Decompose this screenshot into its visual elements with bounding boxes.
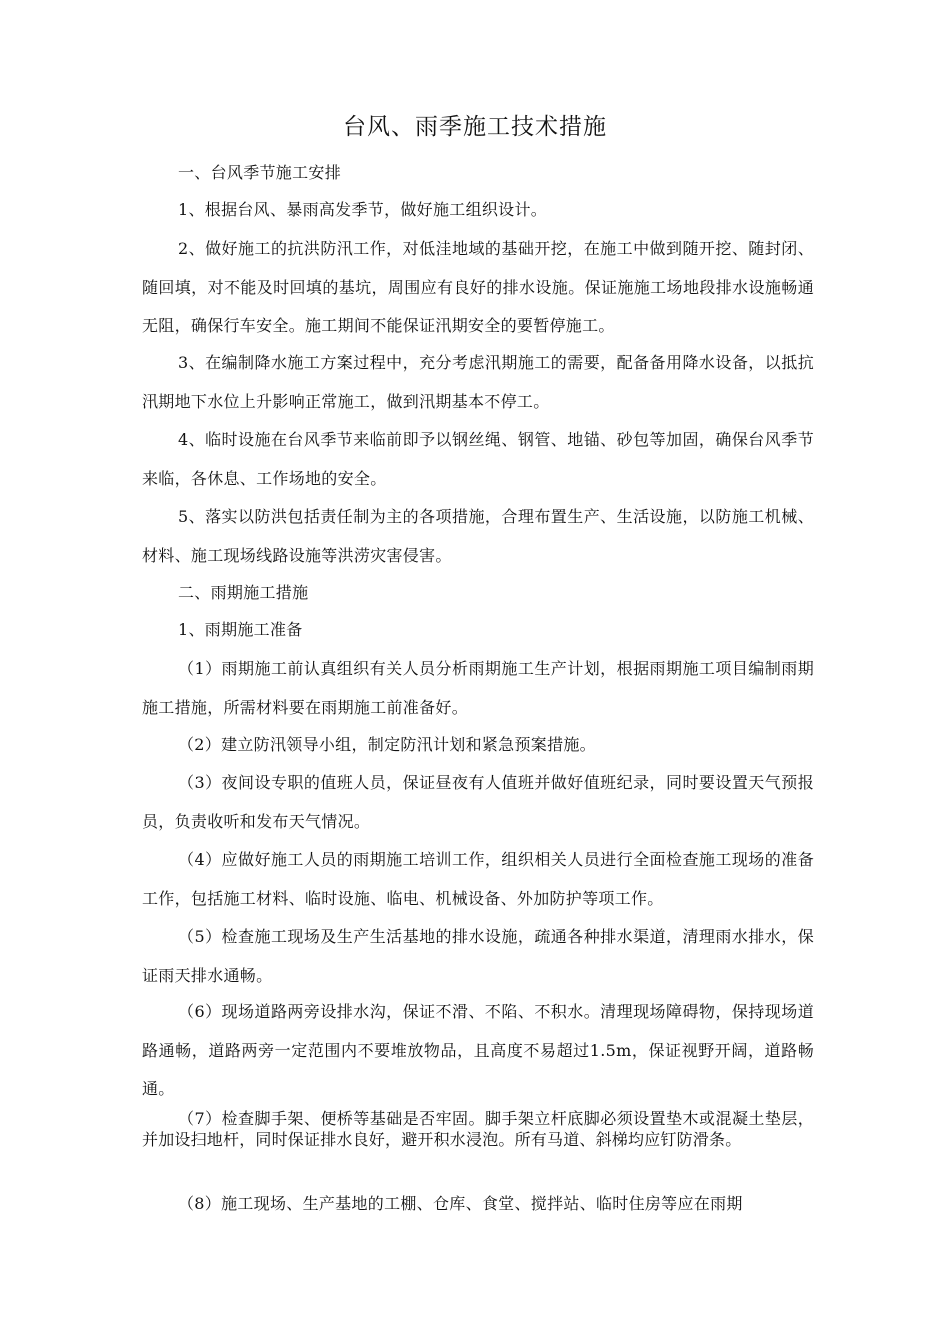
- paragraph-rainy-4: （4）应做好施工人员的雨期施工培训工作，组织相关人员进行全面检查施工现场的准备工作，包括施工材料、临时设施、临电、机械设备、外加防护等项工作。: [142, 850, 814, 908]
- paragraph-typhoon-2: 2、做好施工的抗洪防汛工作，对低洼地域的基础开挖，在施工中做到随开挖、随封闭、随回填，对不能及时回填的基坑，周围应有良好的排水设施。保证施施工场地段排水设施畅通无阻，确保行车安全。施工期间不能保证汛期安全的要暂停施工。: [142, 239, 814, 335]
- paragraph-typhoon-3: 3、在编制降水施工方案过程中，充分考虑汛期施工的需要，配备备用降水设备，以抵抗汛期地下水位上升影响正常施工，做到汛期基本不停工。: [142, 353, 814, 411]
- paragraph-rainy-6: （6）现场道路两旁设排水沟，保证不滑、不陷、不积水。清理现场障碍物，保持现场道路通畅，道路两旁一定范围内不要堆放物品，且高度不易超过1.5m，保证视野开阔，道路畅通。: [142, 1002, 814, 1098]
- paragraph-rainy-1: （1）雨期施工前认真组织有关人员分析雨期施工生产计划，根据雨期施工项目编制雨期施工措施，所需材料要在雨期施工前准备好。: [142, 659, 814, 717]
- paragraph-rainy-7: （7）检查脚手架、便桥等基础是否牢固。脚手架立杆底脚必须设置垫木或混凝土垫层，并加设扫地杆，同时保证排水良好，避开积水浸泡。所有马道、斜梯均应钉防滑条。: [142, 1109, 814, 1149]
- paragraph-typhoon-5: 5、落实以防洪包括责任制为主的各项措施，合理布置生产、生活设施，以防施工机械、材料、施工现场线路设施等洪涝灾害侵害。: [142, 507, 814, 565]
- subsection-heading-rainy-prep: 1、雨期施工准备: [178, 620, 303, 639]
- section-heading-rainy: 二、雨期施工措施: [178, 583, 309, 602]
- document-title: 台风、雨季施工技术措施: [343, 114, 607, 140]
- paragraph-rainy-2: （2）建立防汛领导小组，制定防汛计划和紧急预案措施。: [178, 735, 596, 754]
- paragraph-rainy-8: （8）施工现场、生产基地的工棚、仓库、食堂、搅拌站、临时住房等应在雨期: [178, 1194, 743, 1213]
- paragraph-rainy-5: （5）检查施工现场及生产生活基地的排水设施，疏通各种排水渠道，清理雨水排水，保证雨天排水通畅。: [142, 927, 814, 985]
- paragraph-typhoon-1: 1、根据台风、暴雨高发季节，做好施工组织设计。: [178, 200, 548, 219]
- paragraph-rainy-3: （3）夜间设专职的值班人员，保证昼夜有人值班并做好值班纪录，同时要设置天气预报员，负责收听和发布天气情况。: [142, 773, 814, 831]
- section-heading-typhoon: 一、台风季节施工安排: [178, 163, 342, 182]
- paragraph-typhoon-4: 4、临时设施在台风季节来临前即予以钢丝绳、钢管、地锚、砂包等加固，确保台风季节来临，各休息、工作场地的安全。: [142, 430, 814, 488]
